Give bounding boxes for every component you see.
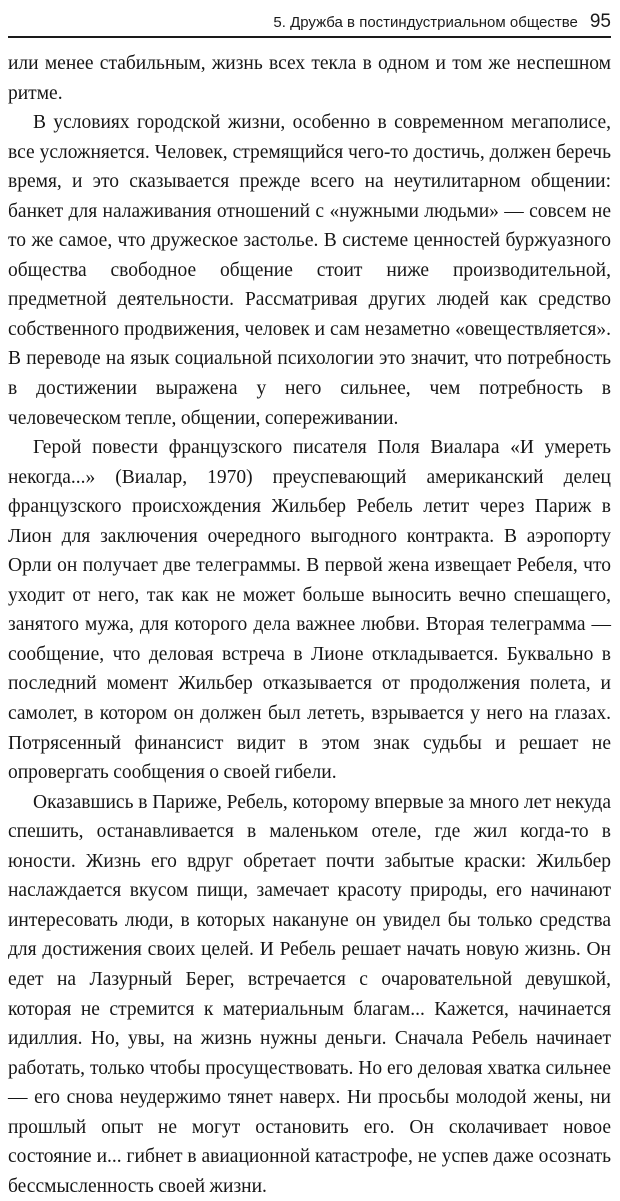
- body-text: [8, 49, 611, 1201]
- paragraph-continuation: или менее стабильным, жизнь всех текла в одном и том же неспешном ритме.: [8, 53, 611, 104]
- running-header: [8, 0, 611, 38]
- paragraph: Герой повести французского писателя Поля Виалара «И умереть некогда...» (Виалар, 1970) преуспевающий американский делец французского происхождения Жильбер Ребель летит через Париж в Лион для заключения очередного выгодного контракта. В аэропорту Орли он получает две телеграммы. В первой жена извещает Ребеля, что уходит от него, так как не может больше выносить вечно спешащего, занятого мужа, для которого дела важнее любви. Вторая телеграмма — сообщение, что деловая встреча в Лионе откладывается. Буквально в последний момент Жильбер отказывается от продолжения полета, и самолет, в котором он должен был лететь, взрывается у него на глазах. Потрясенный финансист видит в этом знак судьбы и решает не опровергать сообщения о своей гибели.: [8, 437, 611, 784]
- chapter-title: 5. Дружба в постиндустриальном обществе: [273, 14, 578, 31]
- page-number: 95: [589, 11, 611, 32]
- paragraph: Оказавшись в Париже, Ребель, которому впервые за много лет некуда спешить, останавливается в маленьком отеле, где жил когда-то в юности. Жизнь его вдруг обретает почти забытые краски: Жильбер наслаждается вкусом пищи, замечает красоту природы, его начинают интересовать люди, в которых накануне он увидел бы только средства для достижения своих целей. И Ребель решает начать новую жизнь. Он едет на Лазурный Берег, встречается с очаровательной девушкой, которая не стремится к материальным благам... Кажется, начинается идиллия. Но, увы, на жизнь нужны деньги. Сначала Ребель начинает работать, только чтобы просуществовать. Но его деловая хватка сильнее — его снова неудержимо тянет наверх. Ни просьбы молодой жены, ни прошлый опыт не могут остановить его. Он сколачивает новое состояние и... гибнет в авиационной катастрофе, не успев даже осознать бессмысленность своей жизни.: [8, 791, 611, 1197]
- paragraph: В условиях городской жизни, особенно в современном мегаполисе, все усложняется. Человек, стремящийся чего-то достичь, должен беречь время, и это сказывается прежде всего на неутилитарном общении: банкет для налаживания отношений с «нужными людьми» — совсем не то же самое, что дружеское застолье. В системе ценностей буржуазного общества свободное общение стоит ниже производительной, предметной деятельности. Рассматривая других людей как средство собственного продвижения, человек и сам незаметно «овеществляется». В переводе на язык социальной психологии это значит, что потребность в достижении выражена у него сильнее, чем потребность в человеческом тепле, общении, сопереживании.: [8, 112, 611, 429]
